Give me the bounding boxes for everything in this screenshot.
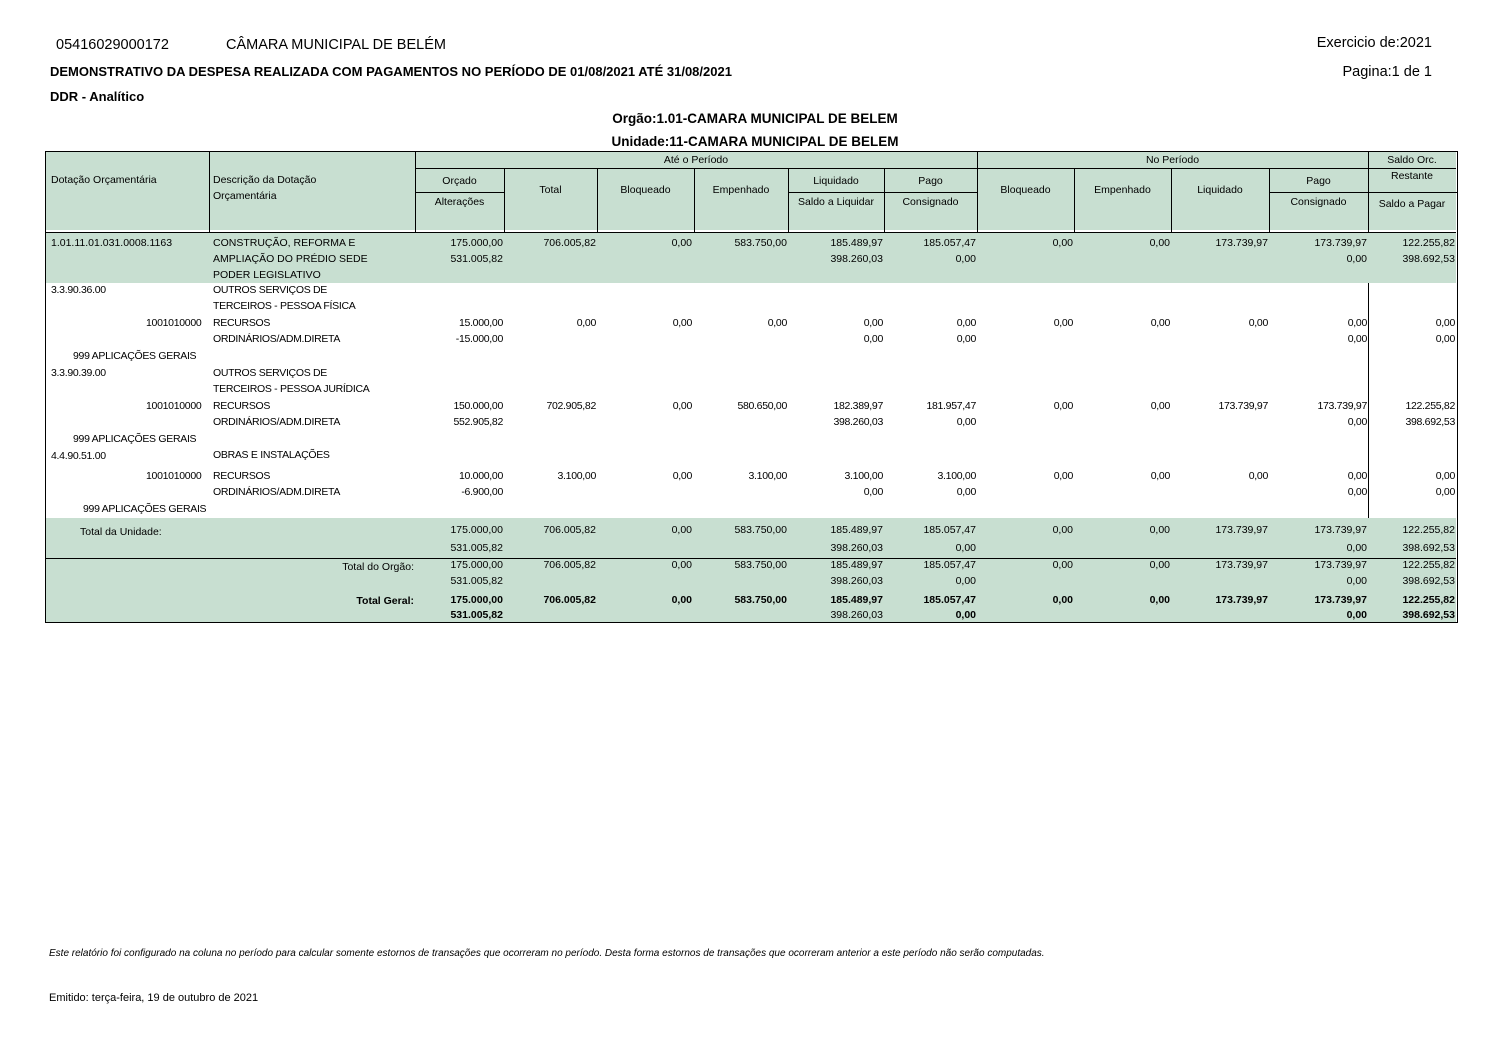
total-cell: 0,00 [1149,559,1170,571]
value-cell: 0,00 [1346,253,1367,265]
total-cell: 398.692,53 [1402,609,1455,621]
value-cell: 181.957,47 [926,400,976,412]
total-cell: 0,00 [671,559,692,571]
main-desc-line: PODER LEGISLATIVO [213,269,321,281]
item-fonte-desc: RECURSOS [213,400,271,412]
col-np-bloqueado: Bloqueado [1000,184,1051,196]
value-cell: 552.905,82 [453,416,503,428]
value-cell: 0,00 [956,317,976,329]
total-cell: 173.739,97 [1314,594,1367,606]
report-title: DEMONSTRATIVO DA DESPESA REALIZADA COM PAGAMENTOS NO PERÍODO DE 01/08/2021 ATÉ 31/08/2021 [50,64,732,79]
value-cell: 531.005,82 [450,253,503,265]
value-cell: 583.750,00 [734,237,787,249]
value-cell: 173.739,97 [1218,400,1268,412]
value-cell: 0,00 [863,486,883,498]
total-cell: 531.005,82 [450,575,503,587]
value-cell: 0,00 [672,317,692,329]
value-cell: 0,00 [956,333,976,345]
footer-note: Este relatório foi configurado na coluna no período para calcular somente estornos de transações que ocorreram no período. Desta forma estornos de transações que ocorreram anterior a este período não serão computadas. [49,948,1045,959]
col-total: Total [539,184,562,196]
value-cell: 0,00 [1053,317,1073,329]
value-cell: 0,00 [1435,470,1455,482]
total-cell: 0,00 [1346,542,1367,554]
entity-name: CÂMARA MUNICIPAL DE BELÉM [226,37,446,53]
value-cell: 0,00 [1347,416,1367,428]
total-cell: 173.739,97 [1215,524,1268,536]
total-cell: 0,00 [955,575,976,587]
item-fonte: 1001010000 [146,317,202,329]
item-code: 4.4.90.51.00 [51,450,106,462]
total-cell: 706.005,82 [543,559,596,571]
total-cell: 185.489,97 [830,594,883,606]
col-saldo-liquidar: Saldo a Liquidar [798,196,874,208]
value-cell: 175.000,00 [450,237,503,249]
total-cell: 0,00 [1052,524,1073,536]
value-cell: 0,00 [1347,333,1367,345]
total-cell: 122.255,82 [1402,559,1455,571]
col-alteracoes: Alterações [434,196,485,208]
total-cell: 0,00 [955,609,976,621]
total-cell: 185.489,97 [830,524,883,536]
value-cell: 122.255,82 [1405,400,1455,412]
value-cell: 0,00 [1150,470,1170,482]
item-desc-line: TERCEIROS - PESSOA JURÍDICA [213,383,370,395]
total-cell: 0,00 [1052,559,1073,571]
col-empenhado: Empenhado [712,184,770,196]
item-fonte: 1001010000 [146,400,202,412]
value-cell: 0,00 [1435,486,1455,498]
value-cell: 122.255,82 [1402,237,1455,249]
value-cell: 0,00 [1347,317,1367,329]
value-cell: 0,00 [672,470,692,482]
main-desc-line: CONSTRUÇÃO, REFORMA E [213,237,356,249]
value-cell: -6.900,00 [461,486,503,498]
value-cell: 0,00 [1347,486,1367,498]
value-cell: 185.489,97 [830,237,883,249]
item-desc-line: OUTROS SERVIÇOS DE [213,367,328,379]
total-cell: 398.692,53 [1402,542,1455,554]
col-saldo-pagar: Saldo a Pagar [1378,198,1446,210]
total-cell: 706.005,82 [543,594,596,606]
item-code: 3.3.90.36.00 [51,284,106,296]
total-orgao-label: Total do Orgão: [342,561,414,573]
expense-table [45,151,1458,623]
item-fonte: 1001010000 [146,470,202,482]
emitted-date: Emitido: terça-feira, 19 de outubro de 2021 [49,992,259,1004]
item-code: 3.3.90.39.00 [51,367,106,379]
total-cell: 0,00 [1346,609,1367,621]
value-cell: 398.260,03 [830,253,883,265]
total-cell: 0,00 [671,594,692,606]
value-cell: 0,00 [1150,317,1170,329]
value-cell: 173.739,97 [1314,237,1367,249]
total-cell: 173.739,97 [1314,524,1367,536]
col-descricao: Descrição da Dotação Orçamentária [213,174,317,202]
total-cell: 0,00 [1149,594,1170,606]
item-fonte-desc: RECURSOS [213,470,271,482]
main-desc-line: AMPLIAÇÃO DO PRÉDIO SEDE [213,253,368,265]
col-np-consignado: Consignado [1290,196,1347,208]
value-cell: 3.100,00 [844,470,883,482]
total-cell: 583.750,00 [734,524,787,536]
value-cell: 0,00 [1347,470,1367,482]
total-cell: 175.000,00 [450,559,503,571]
total-cell: 173.739,97 [1314,559,1367,571]
col-ate-periodo: Até o Período [663,154,729,166]
value-cell: 0,00 [1053,400,1073,412]
total-cell: 0,00 [1149,524,1170,536]
col-bloqueado: Bloqueado [620,184,671,196]
value-cell: -15.000,00 [455,333,503,345]
total-cell: 398.260,03 [830,609,883,621]
total-cell: 706.005,82 [543,524,596,536]
value-cell: 3.100,00 [937,470,976,482]
total-cell: 0,00 [1346,575,1367,587]
total-cell: 175.000,00 [450,594,503,606]
col-saldo-orc: Saldo Orc. [1387,154,1437,166]
total-cell: 583.750,00 [734,559,787,571]
col-np-empenhado: Empenhado [1094,184,1151,196]
value-cell: 0,00 [1248,470,1268,482]
col-consignado: Consignado [902,196,959,208]
value-cell: 702.905,82 [546,400,596,412]
total-cell: 173.739,97 [1215,559,1268,571]
total-cell: 398.260,03 [830,575,883,587]
value-cell: 173.739,97 [1317,400,1367,412]
total-cell: 122.255,82 [1402,524,1455,536]
value-cell: 706.005,82 [543,237,596,249]
col-no-periodo: No Período [1145,154,1200,166]
cnpj: 05416029000172 [56,37,169,53]
value-cell: 580.650,00 [737,400,787,412]
total-unidade-label: Total da Unidade: [80,526,162,538]
col-pago: Pago [918,175,943,187]
total-cell: 531.005,82 [450,609,503,621]
value-cell: 0,00 [576,317,596,329]
total-cell: 398.260,03 [830,542,883,554]
value-cell: 0,00 [1435,317,1455,329]
exercise-year: Exercicio de:2021 [1316,35,1432,51]
total-cell: 185.057,47 [923,559,976,571]
item-fonte-desc: ORDINÁRIOS/ADM.DIRETA [213,416,341,428]
item-desc-line: OUTROS SERVIÇOS DE [213,284,328,296]
total-cell: 0,00 [955,542,976,554]
item-fonte-desc: ORDINÁRIOS/ADM.DIRETA [213,333,341,345]
value-cell: 150.000,00 [453,400,503,412]
total-cell: 175.000,00 [450,524,503,536]
main-code: 1.01.11.01.031.0008.1163 [51,237,173,249]
value-cell: 0,00 [1149,237,1170,249]
orgao-heading: Orgão:1.01-CAMARA MUNICIPAL DE BELEM [612,111,898,126]
col-np-liquidado: Liquidado [1197,184,1243,196]
item-desc-line: TERCEIROS - PESSOA FÍSICA [213,300,356,312]
col-liquidado: Liquidado [813,175,859,187]
value-cell: 10.000,00 [458,470,503,482]
value-cell: 0,00 [767,317,787,329]
value-cell: 185.057,47 [923,237,976,249]
col-restante: Restante [1390,170,1434,182]
total-cell: 122.255,82 [1402,594,1455,606]
total-cell: 173.739,97 [1215,594,1268,606]
value-cell: 173.739,97 [1215,237,1268,249]
page-number: Pagina:1 de 1 [1342,64,1432,80]
report-subtitle: DDR - Analítico [50,89,145,104]
value-cell: 0,00 [956,416,976,428]
value-cell: 0,00 [863,317,883,329]
total-cell: 0,00 [1052,594,1073,606]
col-orcado: Orçado [442,175,477,187]
value-cell: 0,00 [956,486,976,498]
total-cell: 185.057,47 [923,524,976,536]
value-cell: 0,00 [672,400,692,412]
item-desc-line: OBRAS E INSTALAÇÕES [213,449,330,461]
value-cell: 3.100,00 [557,470,596,482]
col-np-pago: Pago [1306,175,1331,187]
value-cell: 398.692,53 [1402,253,1455,265]
value-cell: 3.100,00 [748,470,787,482]
item-aplicacao: 999 APLICAÇÕES GERAIS [83,503,207,515]
value-cell: 0,00 [1150,400,1170,412]
value-cell: 15.000,00 [458,317,503,329]
total-geral-label: Total Geral: [356,595,414,607]
col-dotacao: Dotação Orçamentária [51,174,157,186]
item-fonte-desc: RECURSOS [213,317,271,329]
value-cell: 398.692,53 [1405,416,1455,428]
value-cell: 0,00 [863,333,883,345]
value-cell: 398.260,03 [833,416,883,428]
item-fonte-desc: ORDINÁRIOS/ADM.DIRETA [213,486,341,498]
value-cell: 0,00 [1435,333,1455,345]
item-aplicacao: 999 APLICAÇÕES GERAIS [73,433,197,445]
value-cell: 0,00 [955,253,976,265]
value-cell: 0,00 [671,237,692,249]
total-cell: 185.489,97 [830,559,883,571]
value-cell: 0,00 [1053,470,1073,482]
total-cell: 0,00 [671,524,692,536]
total-cell: 185.057,47 [923,594,976,606]
value-cell: 0,00 [1248,317,1268,329]
item-aplicacao: 999 APLICAÇÕES GERAIS [73,350,197,362]
total-cell: 531.005,82 [450,542,503,554]
total-cell: 398.692,53 [1402,575,1455,587]
unidade-heading: Unidade:11-CAMARA MUNICIPAL DE BELEM [611,134,899,149]
total-cell: 583.750,00 [734,594,787,606]
value-cell: 0,00 [1052,237,1073,249]
value-cell: 182.389,97 [833,400,883,412]
